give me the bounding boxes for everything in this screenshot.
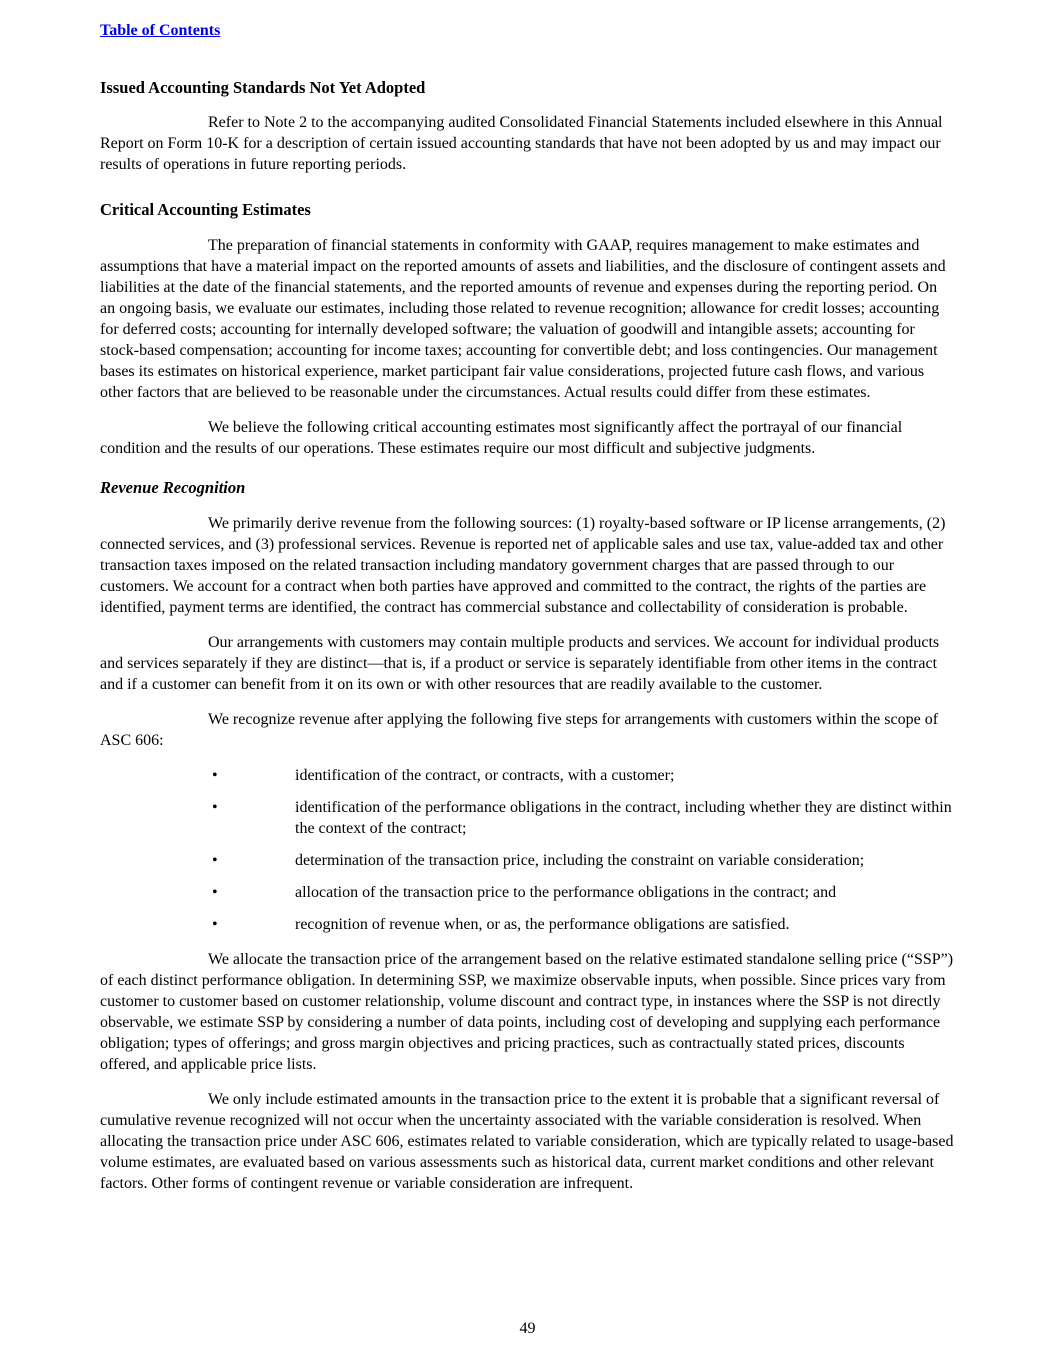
bullet-icon: • bbox=[212, 767, 218, 784]
bullet-text: identification of the performance obligations in the contract, including whether they are distinct within the context of the contract; bbox=[295, 799, 952, 837]
bullet-icon: • bbox=[212, 799, 218, 816]
section-heading-revenue-recognition: Revenue Recognition bbox=[100, 478, 246, 497]
list-item bbox=[100, 765, 955, 786]
bullet-icon: • bbox=[212, 852, 218, 869]
paragraph-revenue-recognition-2: Our arrangements with customers may contain multiple products and services. We account for individual products and services separately if they are distinct—that is, if a product or service is separately identifiable from other items in the contract and if a customer can benefit from it on its own or with other resources that are readily available to the customer. bbox=[100, 634, 940, 693]
list-item bbox=[100, 850, 955, 871]
paragraph-critical-estimates-1: The preparation of financial statements in conformity with GAAP, requires management to make estimates and assumptions that have a material impact on the reported amounts of assets and liabilities, and the disclosure of contingent assets and liabilities at the date of the financial statements, and the reported amounts of revenue and expenses during the reporting period. On an ongoing basis, we evaluate our estimates, including those related to revenue recognition; allowance for credit losses; accounting for deferred costs; accounting for internally developed software; the valuation of goodwill and intangible assets; accounting for stock-based compensation; accounting for income taxes; accounting for convertible debt; and loss contingencies. Our management bases its estimates on historical experience, market participant fair value considerations, projected future cash flows, and various other factors that are believed to be reasonable under the circumstances. Actual results could differ from these estimates. bbox=[100, 237, 946, 401]
list-item bbox=[100, 882, 955, 903]
paragraph-revenue-recognition-5: We only include estimated amounts in the transaction price to the extent it is probable that a significant reversal of cumulative revenue recognized will not occur when the uncertainty associated with the variable consideration is resolved. When allocating the transaction price under ASC 606, estimates related to variable consideration, which are typically related to usage-based volume estimates, are evaluated based on various assessments such as historical data, current market conditions and other relevant factors. Other forms of contingent revenue or variable consideration are infrequent. bbox=[100, 1091, 954, 1192]
section-heading-critical-estimates: Critical Accounting Estimates bbox=[100, 200, 311, 219]
paragraph-revenue-recognition-1: We primarily derive revenue from the following sources: (1) royalty-based software or IP license arrangements, (2) connected services, and (3) professional services. Revenue is reported net of applicable sales and use tax, value-added tax and other transaction taxes imposed on the related transaction including mandatory government charges that are passed through to our customers. We account for a contract when both parties have approved and committed to the contract, the rights of the parties are identified, payment terms are identified, the contract has commercial substance and collectability of consideration is probable. bbox=[100, 515, 946, 616]
paragraph-critical-estimates-2: We believe the following critical accounting estimates most significantly affect the portrayal of our financial condition and the results of our operations. These estimates require our most difficult and subjective judgments. bbox=[100, 419, 903, 457]
paragraph-revenue-recognition-4: We allocate the transaction price of the arrangement based on the relative estimated standalone selling price (“SSP”) of each distinct performance obligation. In determining SSP, we maximize observable inputs, when possible. Since prices vary from customer to customer based on customer relationship, volume discount and contract type, in instances where the SSP is not directly observable, we estimate SSP by considering a number of data points, including cost of developing and supplying each performance obligation; types of offerings; and gross margin objectives and pricing practices, such as contractually stated prices, discounts offered, and applicable price lists. bbox=[100, 951, 954, 1073]
toc-link-row bbox=[100, 20, 955, 41]
page-number: 49 bbox=[519, 1320, 536, 1337]
section-heading-issued-standards: Issued Accounting Standards Not Yet Adopted bbox=[100, 78, 426, 97]
bullet-icon: • bbox=[212, 916, 218, 933]
paragraph-revenue-recognition-3: We recognize revenue after applying the following five steps for arrangements with customers within the scope of ASC 606: bbox=[100, 711, 939, 749]
list-item bbox=[100, 797, 955, 839]
page-footer bbox=[0, 1318, 1055, 1339]
five-steps-bullet-list bbox=[100, 765, 955, 935]
bullet-text: allocation of the transaction price to the performance obligations in the contract; and bbox=[295, 884, 837, 901]
paragraph-issued-standards-1: Refer to Note 2 to the accompanying audited Consolidated Financial Statements included elsewhere in this Annual Report on Form 10-K for a description of certain issued accounting standards that have not been adopted by us and may impact our results of operations in future reporting periods. bbox=[100, 114, 943, 173]
bullet-text: recognition of revenue when, or as, the performance obligations are satisfied. bbox=[295, 916, 790, 933]
table-of-contents-link[interactable]: Table of Contents bbox=[100, 22, 221, 39]
bullet-text: identification of the contract, or contracts, with a customer; bbox=[295, 767, 675, 784]
list-item bbox=[100, 914, 955, 935]
bullet-text: determination of the transaction price, including the constraint on variable consideration; bbox=[295, 852, 865, 869]
bullet-icon: • bbox=[212, 884, 218, 901]
